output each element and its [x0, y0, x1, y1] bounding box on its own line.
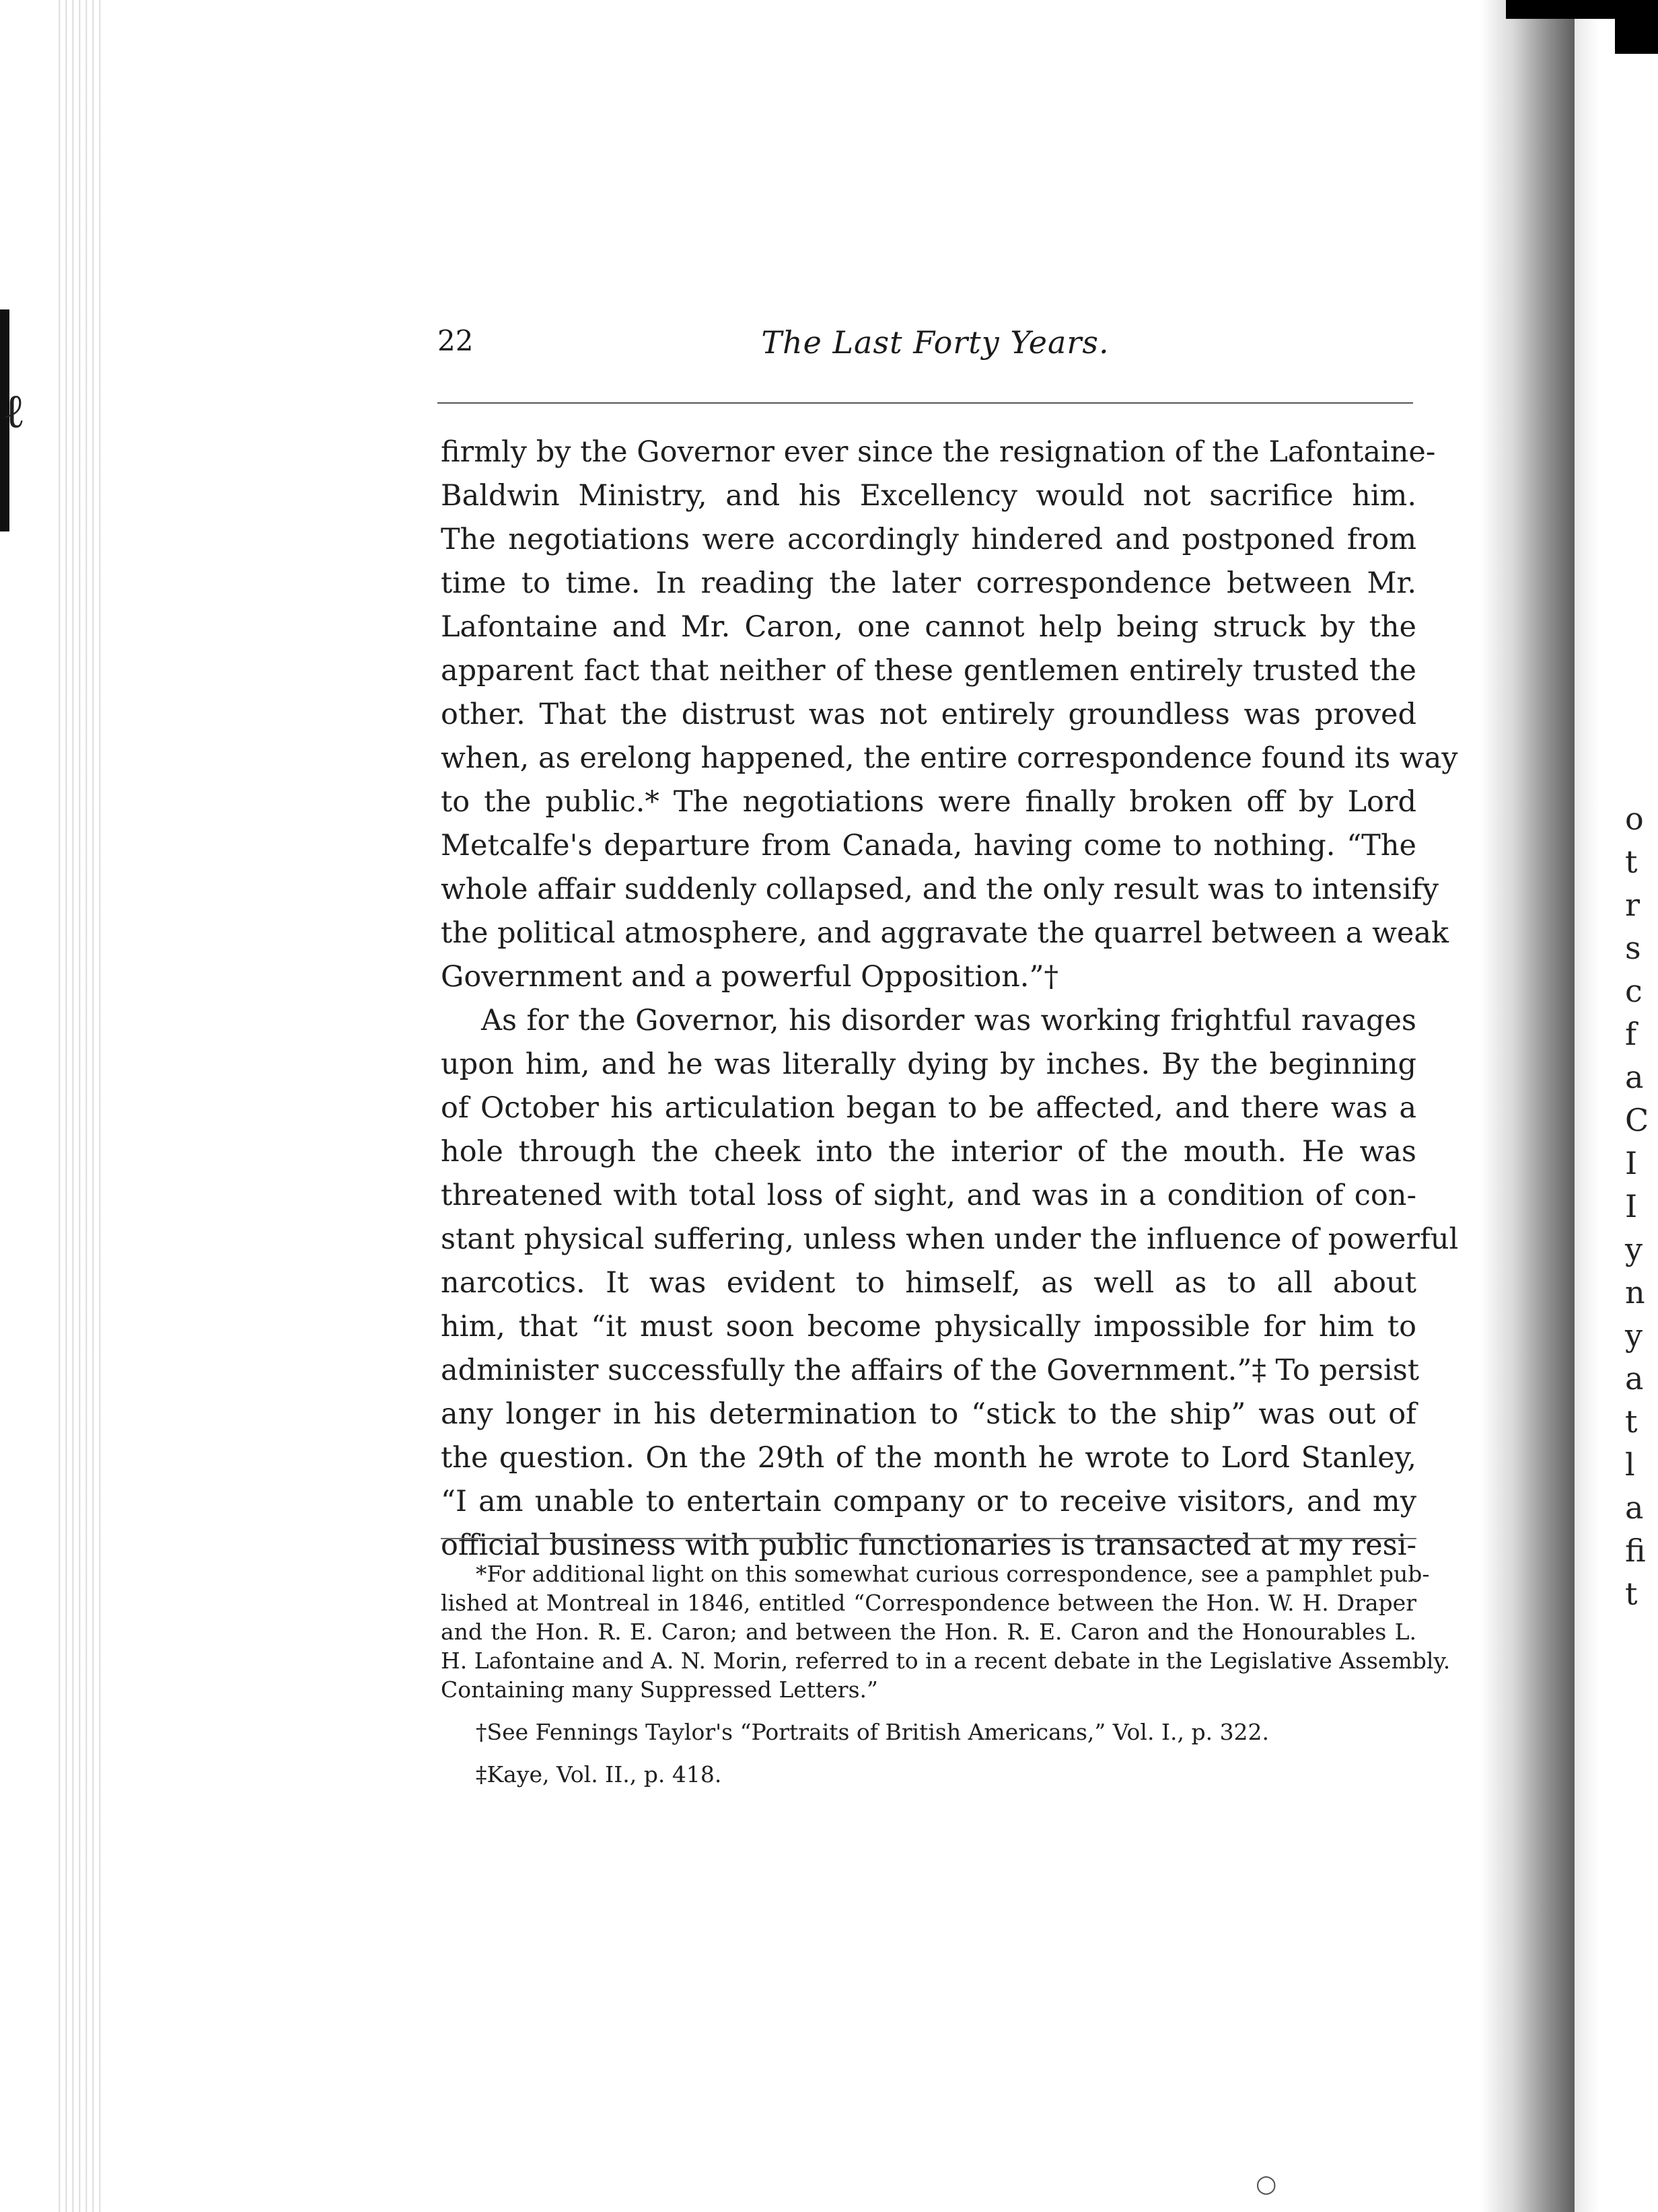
body-text: [441, 431, 1459, 1568]
body-line: whole affair suddenly collapsed, and the only result was to intensify: [441, 873, 1439, 906]
footnote-line: and the Hon. R. E. Caron; and between the Hon. R. E. Caron and the Honourables L.: [441, 1619, 1416, 1645]
facing-page-fragments: o t r s c f a C I I y n y a t l a fi t: [1625, 801, 1649, 1612]
body-line: when, as erelong happened, the entire correspondence found its way: [441, 741, 1458, 775]
page-number: 22: [437, 324, 474, 357]
body-line: firmly by the Governor ever since the resignation of the Lafontaine-: [441, 435, 1436, 469]
body-line: other. That the distrust was not entirely groundless was proved: [441, 698, 1416, 731]
body-line: the question. On the 29th of the month he wrote to Lord Stanley,: [441, 1441, 1416, 1475]
body-line: narcotics. It was evident to himself, as well as to all about: [441, 1266, 1416, 1300]
bottom-hole-mark: ○: [1256, 2170, 1277, 2198]
footnote-double-dagger: ‡Kaye, Vol. II., p. 418.: [476, 1761, 722, 1787]
body-line: upon him, and he was literally dying by inches. By the beginning: [441, 1047, 1416, 1081]
stacked-page-edges: [54, 0, 108, 2212]
page-header: [437, 324, 1413, 365]
footnote-line: *For additional light on this somewhat curious correspondence, see a pamphlet pub-: [476, 1561, 1430, 1587]
footnote-line: H. Lafontaine and A. N. Morin, referred to in a recent debate in the Legislative Assembly.: [441, 1648, 1451, 1674]
body-line: Baldwin Ministry, and his Excellency would not sacrifice him.: [441, 479, 1416, 513]
body-line: As for the Governor, his disorder was working frightful ravages: [481, 1004, 1416, 1037]
body-line: to the public.* The negotiations were finally broken off by Lord: [441, 785, 1416, 819]
running-title: The Last Forty Years.: [761, 324, 1110, 361]
body-line: threatened with total loss of sight, and was in a condition of con-: [441, 1179, 1416, 1212]
body-line: him, that “it must soon become physically impossible for him to: [441, 1310, 1416, 1343]
footnote-dagger: †See Fennings Taylor's “Portraits of British Americans,” Vol. I., p. 322.: [476, 1719, 1270, 1745]
body-line: The negotiations were accordingly hindered and postponed from: [441, 523, 1416, 556]
body-line: administer successfully the affairs of the Government.”‡ To persist: [441, 1354, 1420, 1387]
body-line: Lafontaine and Mr. Caron, one cannot help being struck by the: [441, 610, 1416, 644]
body-line: any longer in his determination to “stick to the ship” was out of: [441, 1397, 1416, 1431]
body-line: hole through the cheek into the interior of the mouth. He was: [441, 1135, 1416, 1169]
footnotes: [441, 1559, 1451, 1789]
footnote-line: lished at Montreal in 1846, entitled “Correspondence between the Hon. W. H. Draper: [441, 1590, 1416, 1616]
body-line: of October his articulation began to be affected, and there was a: [441, 1091, 1416, 1125]
margin-mark: ℓ: [3, 383, 26, 439]
body-line: time to time. In reading the later correspondence between Mr.: [441, 566, 1416, 600]
body-line: “I am unable to entertain company or to receive visitors, and my: [441, 1485, 1416, 1518]
scan-corner-dark-2: [1615, 0, 1658, 54]
body-line: Metcalfe's departure from Canada, having come to nothing. “The: [441, 829, 1416, 862]
footnote-line: Containing many Suppressed Letters.”: [441, 1676, 878, 1703]
body-line: apparent fact that neither of these gentlemen entirely trusted the: [441, 654, 1416, 688]
body-line: the political atmosphere, and aggravate the quarrel between a weak: [441, 916, 1449, 950]
body-line: official business with public functionaries is transacted at my resi-: [441, 1528, 1416, 1562]
footnote-rule: [441, 1538, 1416, 1539]
header-rule: [437, 402, 1413, 404]
footnote-star: [441, 1559, 1451, 1704]
body-line: stant physical suffering, unless when under the influence of powerful: [441, 1222, 1459, 1256]
book-gutter-shadow: [1480, 0, 1575, 2212]
body-line: Government and a powerful Opposition.”†: [441, 960, 1058, 994]
